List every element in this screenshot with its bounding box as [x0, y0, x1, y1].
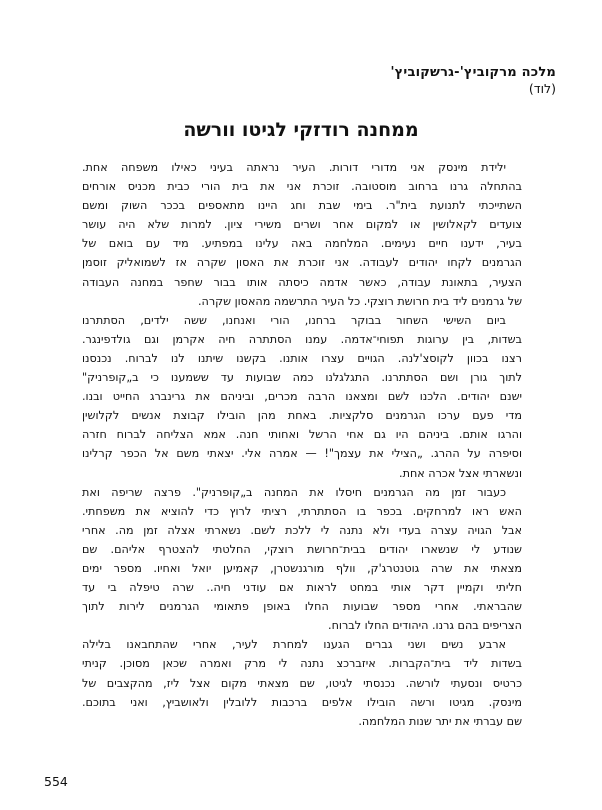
text-line: מצאתי את שרה גוטנטרג'ק, וולף מורגנשטרן, קאמיען יואל ואחיו. מספר ימים [82, 561, 522, 575]
text-line: אבל הגויה עצרה בעדי ולא נתנה לי ללכת לשם. נשארתי אצלה זמן מה. אחרי [82, 523, 522, 537]
page-number: 554 [44, 774, 68, 789]
text-line: מינסק. מגיטו ורשה הובילו אלפים ברכבות ללובלין ולאושביץ, ואני בתוכם. [82, 695, 522, 709]
text-line: ילידת מינסק אני מדורי דורות. העיר נראתה בעיני כאילו משפחה אחת. [82, 161, 506, 174]
text-line: ונשארתי אצל אכרה אחת. [399, 466, 522, 480]
text-line: ארבע נשים ושני גברים הגענו למחרת לעיר, אחרי שהתחבאנו בלילה [82, 638, 506, 652]
text-line: בשדות ליד בית־הקברות. איזברכצ נתנה לי מרק ואמרה שכאן מסוכן. קניתי [82, 657, 522, 671]
text-line: מדי פעם ערכו הגרמנים סלקציות. באחת מהן הובילו קבוצת אנשים לקלושין [82, 409, 522, 423]
text-line: האש ראו למרחקים. בכפר בו הסתתרתי, רציתי לרוץ כדי להוציא את משפחתי. [82, 504, 522, 518]
author-name: מלכה מרקוביץ'-גרשקוביץ' [390, 65, 556, 80]
text-line: כרטיס ונסעתי לורשה. נכנסתי לגיטו, שם מצאתי מקום אצל ליז, מהקצבים של [82, 676, 522, 690]
text-line: הצריפים בהם גרנו. היהודים החלו לברוח. [328, 619, 522, 633]
text-line: שנודע לי שנשארו יהודים בבית־חרושת רוצקי, החלטתי להצטרף אליהם. שם [82, 542, 522, 556]
text-line: ביום השישי השחור בבוקר ברחנו, הורי ואנחנו, ששה ילדים, הסתתרנו [82, 313, 506, 327]
author-block [390, 64, 556, 97]
author-place: (לוד) [528, 81, 556, 96]
text-line: בעיר, ידענו חיים נעימים. המלחמה באה עלינו במפתיע. מיד עם בואם של [82, 237, 522, 251]
text-line: והרגו אותם. ביניהם היו גם אחי הרשל ואחותי חנה. אמא הצליחה לברוח חזרה [82, 428, 522, 442]
text-line: צועדים לקאלושין או למקום אחר ושרים משירי ציון. למרות שלא היה עושר [82, 218, 522, 232]
text-line: כעבור זמן מה הגרמנים חיסלו את המחנה ב„קופרניק". פרצה שריפה ואת [82, 485, 506, 499]
article-body [82, 158, 522, 731]
text-line: שהבראתי. אחרי מספר שבועות החלו באופן פתאומי הגרמנים לירות לתוך [82, 600, 522, 614]
paragraph-1 [82, 158, 522, 311]
text-line: רצנו בכוון לקוסצ'לנה. הגויים עצרו אותנו. בקשנו שיתנו לנו לברוח. נכנסנו [82, 351, 522, 365]
article-title: ממחנה רודזקי לגיטו וורשה [183, 119, 419, 141]
text-line: ישנם יהודים. הלכנו לשם ומצאנו הרבה מכרים, וביניהם את גרינברג החייט ובנו. [82, 390, 522, 404]
paragraph-3 [82, 483, 522, 636]
text-line: הצעיר, בתאונת עבודה, כאשר אדמה כיסתה אותו בבור שחפר במחנה העבודה [82, 275, 522, 289]
text-line: בשדות, בין ערוגות תפוחי־אדמה. עמנו הסתתרה חיה אקרמן וגם גולדפינגר. [82, 332, 522, 346]
text-line: וסיפרה על ההרג. „הצילי את עצמך"! — אמרה אלי. יצאתי משם אל הכפר קרלינו [82, 447, 522, 461]
text-line: חליתי וקמיין דקר אותי במחט לראות אם עודני חיה.. שרה טיפלה בי עד [82, 581, 522, 595]
text-line: לתוך גורן ושם הסתתרנו. התגלגלנו כמה שבועות עד ששמענו כי ב„קופרניק" [82, 371, 522, 385]
text-line: השתייכתי לתנועת בית"ר. בימי שבת וחג היינו מתאספים בככר השוק ומשם [82, 199, 522, 213]
text-line: הגרמנים לקחו יהודים לעבודה. אני זוכרת את האסון שקרה אז לשמואליק זוסמן [82, 256, 522, 270]
text-line: בהתחלה גרנו ברחוב מוסטובה. זוכרת אני את בית הורי כבית מכניס אורחים [82, 180, 522, 194]
paragraph-2 [82, 311, 522, 483]
text-line: של גרמנים ליד בית חרושת רוצקי. כל העיר התרשמה מהאסון שקרה. [197, 294, 522, 308]
paragraph-4 [82, 635, 522, 730]
text-line: שם עברתי את יתר שנות המלחמה. [358, 714, 522, 728]
